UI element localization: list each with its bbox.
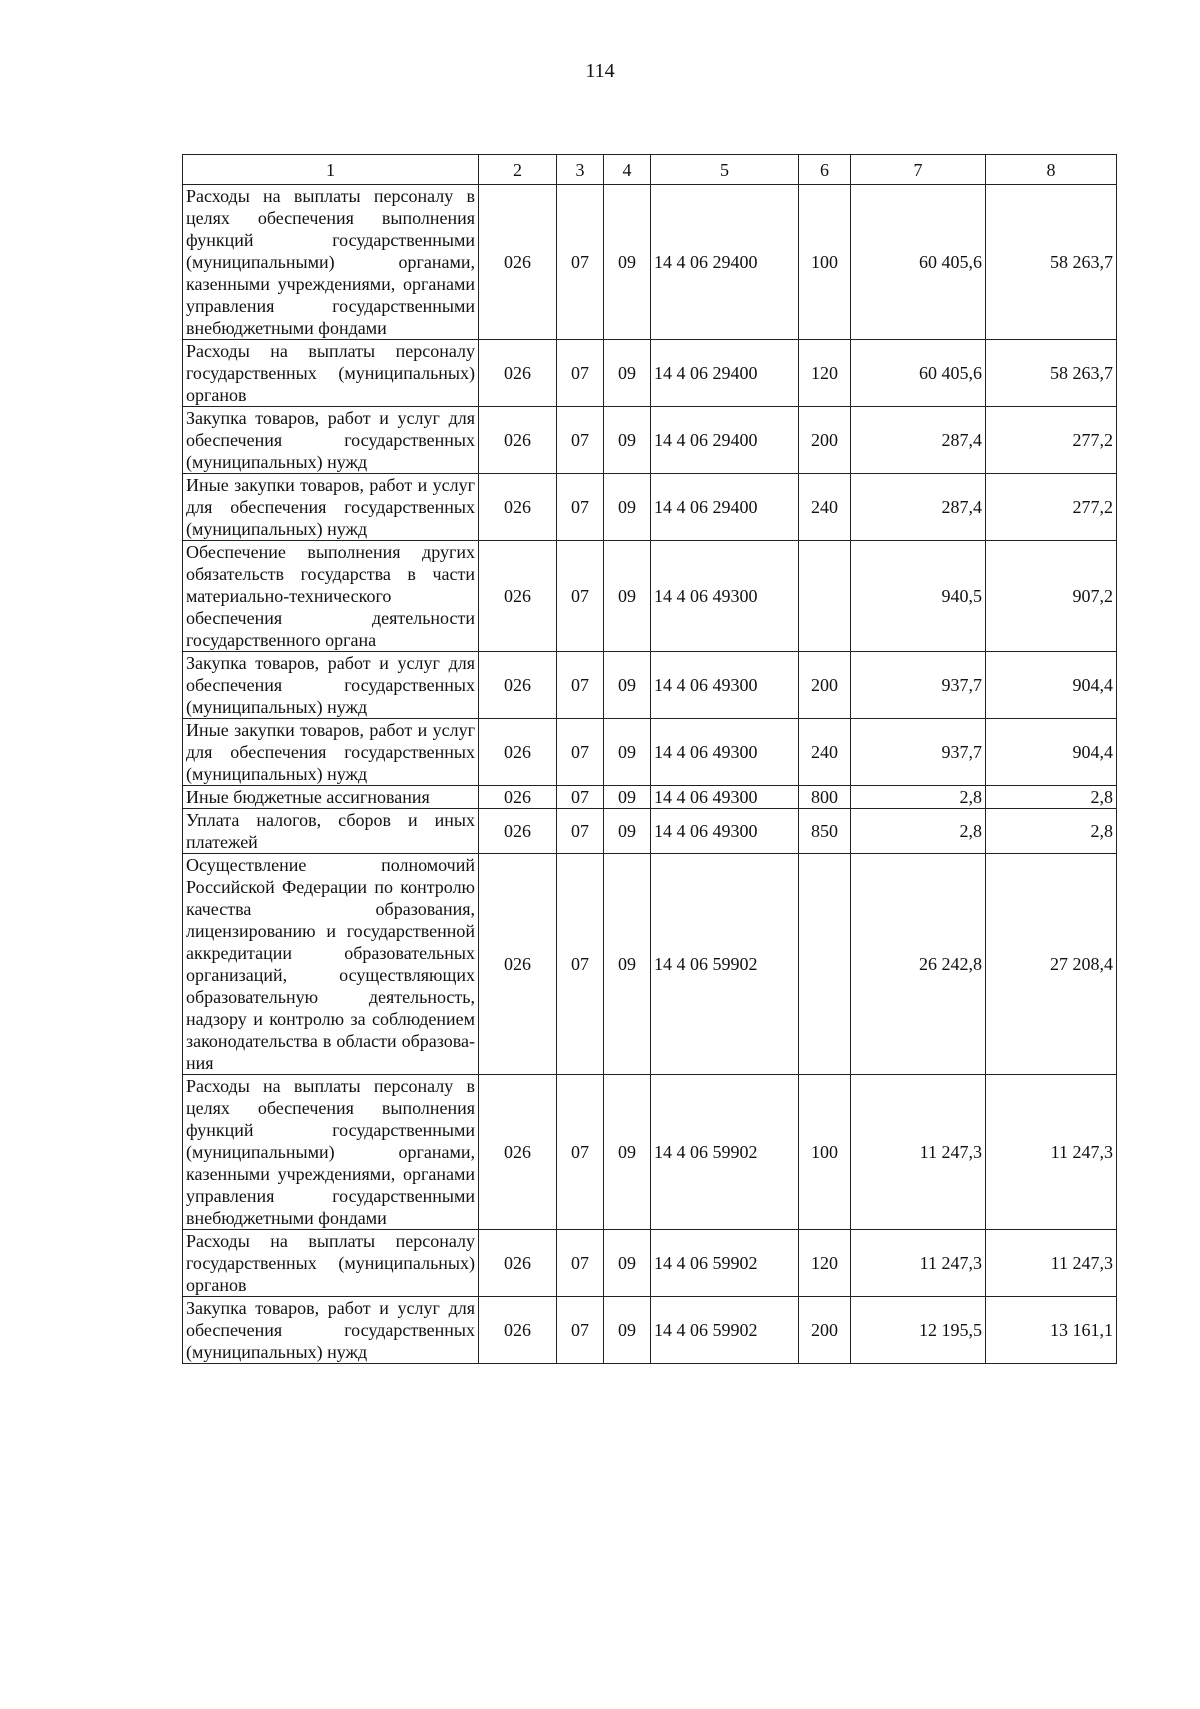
table-row [183,652,1117,719]
ministry-code: 026 [479,407,557,474]
subsection-code: 09 [604,541,651,652]
section-code: 07 [557,719,604,786]
section-code: 07 [557,854,604,1075]
amount-col7: 287,4 [851,407,986,474]
amount-col7: 2,8 [851,809,986,854]
expense-type-code: 120 [799,1230,851,1297]
column-header: 2 [479,155,557,185]
table-row [183,719,1117,786]
row-description: Уплата налогов, сборов и иных платежей [183,809,479,854]
subsection-code: 09 [604,474,651,541]
ministry-code: 026 [479,185,557,340]
amount-col8: 27 208,4 [986,854,1117,1075]
table-row [183,474,1117,541]
subsection-code: 09 [604,1297,651,1364]
ministry-code: 026 [479,1297,557,1364]
column-header: 5 [651,155,799,185]
expense-type-code: 200 [799,407,851,474]
subsection-code: 09 [604,652,651,719]
amount-col7: 60 405,6 [851,340,986,407]
row-description: Расходы на выплаты персоналу в целях обеспечения выполнения функций государственными (муниципальными) органами, казенными учреждениями, органами управления государственными внебюджетными фондами [183,1075,479,1230]
target-article-code: 14 4 06 49300 [651,786,799,809]
table-row [183,1230,1117,1297]
ministry-code: 026 [479,786,557,809]
table-row [183,1297,1117,1364]
expense-type-code: 850 [799,809,851,854]
subsection-code: 09 [604,809,651,854]
row-description: Обеспечение выполнения других обязательств государства в части материально-технического обеспечения деятельности государственного органа [183,541,479,652]
row-description: Иные бюджетные ассигнования [183,786,479,809]
section-code: 07 [557,340,604,407]
target-article-code: 14 4 06 59902 [651,854,799,1075]
expense-type-code [799,854,851,1075]
section-code: 07 [557,474,604,541]
target-article-code: 14 4 06 59902 [651,1075,799,1230]
column-header: 8 [986,155,1117,185]
amount-col8: 2,8 [986,786,1117,809]
ministry-code: 026 [479,474,557,541]
table-header-row [183,155,1117,185]
section-code: 07 [557,1075,604,1230]
expense-type-code: 200 [799,1297,851,1364]
table-row [183,809,1117,854]
expense-type-code: 200 [799,652,851,719]
amount-col8: 11 247,3 [986,1075,1117,1230]
row-description: Расходы на выплаты персоналу в целях обеспечения выполнения функций государственными (муниципальными) органами, казенными учреждениями, органами управления государственными внебюджетными фондами [183,185,479,340]
amount-col8: 277,2 [986,407,1117,474]
table-row [183,407,1117,474]
section-code: 07 [557,809,604,854]
amount-col7: 937,7 [851,652,986,719]
amount-col7: 2,8 [851,786,986,809]
target-article-code: 14 4 06 49300 [651,809,799,854]
expense-type-code [799,541,851,652]
section-code: 07 [557,1230,604,1297]
amount-col8: 58 263,7 [986,340,1117,407]
amount-col7: 60 405,6 [851,185,986,340]
page-number: 114 [585,60,615,82]
ministry-code: 026 [479,541,557,652]
column-header: 4 [604,155,651,185]
expense-type-code: 100 [799,185,851,340]
ministry-code: 026 [479,340,557,407]
amount-col8: 907,2 [986,541,1117,652]
subsection-code: 09 [604,407,651,474]
column-header: 6 [799,155,851,185]
table-row [183,786,1117,809]
amount-col8: 904,4 [986,719,1117,786]
row-description: Осуществление полномочий Российской Федерации по контролю качества образования, лицензированию и государственной аккредитации образовательных организаций, осуществляющих образовательную деятельность, надзору и контролю за соблюдением законодательства в области образования [183,854,479,1075]
row-description: Расходы на выплаты персоналу государственных (муниципальных) органов [183,1230,479,1297]
table-body [183,185,1117,1364]
target-article-code: 14 4 06 59902 [651,1297,799,1364]
row-description: Иные закупки товаров, работ и услуг для обеспечения государственных (муниципальных) нужд [183,474,479,541]
amount-col8: 11 247,3 [986,1230,1117,1297]
ministry-code: 026 [479,854,557,1075]
table-row [183,340,1117,407]
ministry-code: 026 [479,1075,557,1230]
amount-col7: 26 242,8 [851,854,986,1075]
expense-type-code: 800 [799,786,851,809]
subsection-code: 09 [604,719,651,786]
expense-type-code: 240 [799,719,851,786]
amount-col7: 940,5 [851,541,986,652]
amount-col7: 11 247,3 [851,1230,986,1297]
row-description: Закупка товаров, работ и услуг для обеспечения государственных (муниципальных) нужд [183,1297,479,1364]
section-code: 07 [557,652,604,719]
table-row [183,541,1117,652]
table-row [183,854,1117,1075]
subsection-code: 09 [604,185,651,340]
budget-table [182,154,1117,1364]
subsection-code: 09 [604,1230,651,1297]
expense-type-code: 120 [799,340,851,407]
expense-type-code: 100 [799,1075,851,1230]
table-row [183,1075,1117,1230]
subsection-code: 09 [604,786,651,809]
subsection-code: 09 [604,340,651,407]
table-row [183,185,1117,340]
target-article-code: 14 4 06 29400 [651,407,799,474]
ministry-code: 026 [479,652,557,719]
amount-col7: 12 195,5 [851,1297,986,1364]
column-header: 3 [557,155,604,185]
ministry-code: 026 [479,1230,557,1297]
section-code: 07 [557,541,604,652]
amount-col8: 58 263,7 [986,185,1117,340]
column-header: 1 [183,155,479,185]
section-code: 07 [557,407,604,474]
amount-col8: 2,8 [986,809,1117,854]
subsection-code: 09 [604,854,651,1075]
column-header: 7 [851,155,986,185]
amount-col8: 904,4 [986,652,1117,719]
target-article-code: 14 4 06 29400 [651,340,799,407]
amount-col8: 13 161,1 [986,1297,1117,1364]
section-code: 07 [557,1297,604,1364]
row-description: Закупка товаров, работ и услуг для обеспечения государственных (муниципальных) нужд [183,407,479,474]
row-description: Иные закупки товаров, работ и услуг для обеспечения государственных (муниципальных) нужд [183,719,479,786]
row-description: Расходы на выплаты персоналу государственных (муниципальных) органов [183,340,479,407]
amount-col7: 11 247,3 [851,1075,986,1230]
amount-col8: 277,2 [986,474,1117,541]
amount-col7: 287,4 [851,474,986,541]
subsection-code: 09 [604,1075,651,1230]
target-article-code: 14 4 06 29400 [651,474,799,541]
ministry-code: 026 [479,719,557,786]
target-article-code: 14 4 06 49300 [651,541,799,652]
ministry-code: 026 [479,809,557,854]
section-code: 07 [557,786,604,809]
target-article-code: 14 4 06 59902 [651,1230,799,1297]
target-article-code: 14 4 06 29400 [651,185,799,340]
target-article-code: 14 4 06 49300 [651,719,799,786]
row-description: Закупка товаров, работ и услуг для обеспечения государственных (муниципальных) нужд [183,652,479,719]
target-article-code: 14 4 06 49300 [651,652,799,719]
amount-col7: 937,7 [851,719,986,786]
expense-type-code: 240 [799,474,851,541]
section-code: 07 [557,185,604,340]
